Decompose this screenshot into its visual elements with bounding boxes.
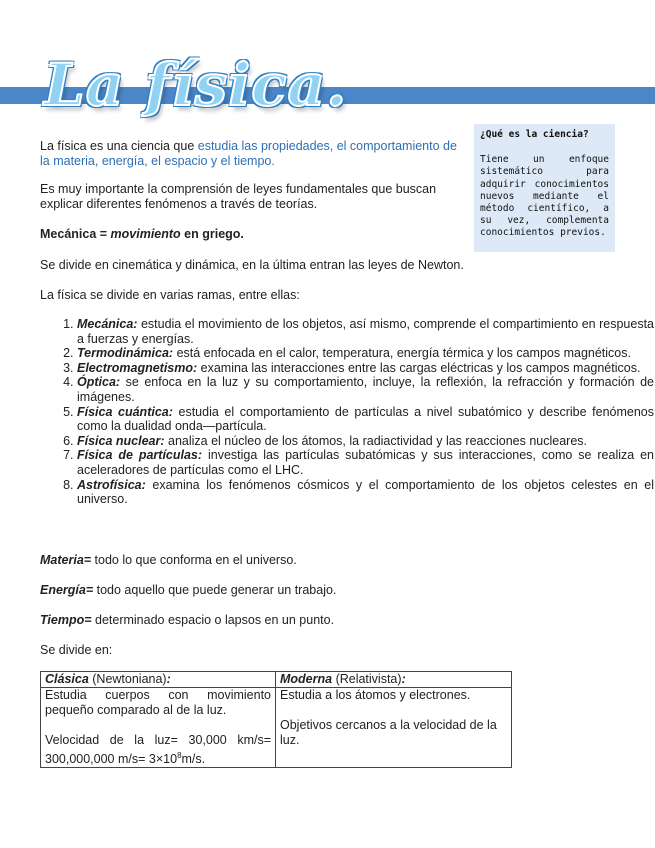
table-header-row (41, 672, 512, 688)
intro-text: La física es una ciencia que (40, 139, 198, 153)
list-item: 8. Astrofísica: examina los fenómenos cósmicos y el comportamiento de los objetos celestes en el universo. (77, 478, 654, 507)
sidebox-question: ¿Qué es la ciencia? (480, 129, 589, 140)
list-item: 6. Física nuclear: analiza el núcleo de los átomos, la radiactividad y las reacciones nucleares. (77, 434, 654, 449)
intro-highlight-1: estudia las propiedades, el comportamiento de (197, 139, 457, 153)
cell-clasica: Estudia cuerpos con movimiento pequeño comparado al de la luz. Velocidad de la luz= 30,000 km/s= 300,000,000 $m/s= 3\times 10^8m/s$. (41, 688, 276, 768)
science-sidebox (474, 124, 615, 252)
ramas-list (40, 317, 654, 507)
table-row (41, 688, 512, 768)
intro-highlight-2: la materia, energía, el espacio y el tiempo. (40, 154, 275, 168)
divide-paragraph: Se divide en cinemática y dinámica, en la última entran las leyes de Newton. (40, 258, 464, 272)
definition-materia: Materia= todo lo que conforma en el universo. (40, 553, 297, 567)
list-item: 1. Mecánica: estudia el movimiento de los objetos, así mismo, comprende el compartimiento en respuesta a fuerzas y energías. (77, 317, 654, 346)
definition-tiempo: Tiempo= determinado espacio o lapsos en un punto. (40, 613, 335, 627)
importance-line-2: explicar diferentes fenómenos a través de teorías. (40, 197, 318, 211)
se-divide-en: Se divide en: (40, 643, 113, 657)
mecanica-italic: movimiento (110, 227, 181, 241)
ramas-intro: La física se divide en varias ramas, entre ellas: (40, 288, 300, 302)
importance-paragraph (40, 182, 465, 212)
definition-energia: Energía= todo aquello que puede generar un trabajo. (40, 583, 337, 597)
intro-paragraph (40, 139, 465, 169)
list-item: 5. Física cuántica: estudia el comportamiento de partículas a nivel subatómico y describe fenómenos como la dualidad onda—partícula. (77, 405, 654, 434)
mecanica-post: en griego. (180, 227, 244, 241)
cell-moderna: Estudia a los átomos y electrones. Objetivos cercanos a la velocidad de la luz. (276, 688, 512, 768)
sidebox-answer: Tiene un enfoque sistemático para adquirir conocimientos nuevos mediante el método científico, a su vez, complementa conocimientos previos. (480, 154, 609, 239)
list-item: 3. Electromagnetismo: examina las interacciones entre las cargas eléctricas y los campos magnéticos. (77, 361, 654, 376)
list-item: 4. Óptica: se enfoca en la luz y su comportamiento, incluye, la reflexión, la refracción y formación de imágenes. (77, 375, 654, 404)
importance-line-1: Es muy importante la comprensión de leyes fundamentales que buscan (40, 182, 437, 196)
list-item: 7. Física de partículas: investiga las partículas subatómicas y sus interacciones, como se realiza en aceleradores de partículas como el LHC. (77, 448, 654, 477)
mecanica-label: Mecánica = (40, 227, 111, 241)
page-title: La física. (44, 51, 348, 119)
header-moderna: Moderna (Relativista): (276, 672, 512, 688)
mecanica-definition (40, 227, 244, 242)
list-item: 2. Termodinámica: está enfocada en el calor, temperatura, energía térmica y los campos magnéticos. (77, 346, 654, 361)
comparison-table (40, 671, 512, 768)
header-clasica: Clásica (Newtoniana): (41, 672, 276, 688)
